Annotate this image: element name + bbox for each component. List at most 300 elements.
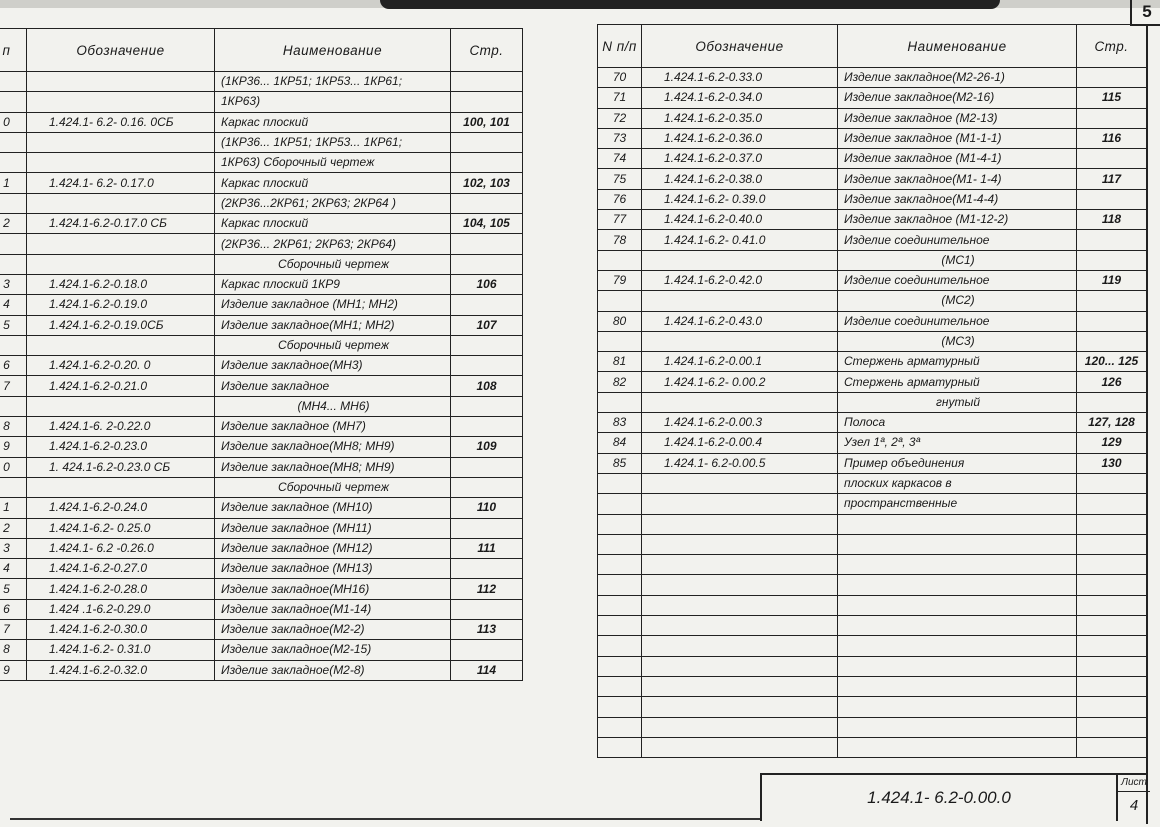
row-designation — [642, 595, 838, 615]
row-number — [598, 514, 642, 534]
row-designation — [642, 697, 838, 717]
row-number: 77 — [598, 210, 642, 230]
table-row — [0, 254, 523, 274]
row-designation: 1.424.1-6.2-0.23.0 — [27, 437, 215, 457]
row-number: 85 — [598, 453, 642, 473]
row-name: (МС3) — [838, 331, 1077, 351]
row-page — [451, 193, 523, 213]
row-designation: 1.424 .1-6.2-0.29.0 — [27, 599, 215, 619]
table-row — [598, 68, 1147, 88]
row-name: Изделие закладное (М2-13) — [838, 108, 1077, 128]
row-page: 112 — [451, 579, 523, 599]
row-page — [1077, 717, 1147, 737]
table-row — [0, 640, 523, 660]
row-page — [451, 417, 523, 437]
row-page: 110 — [451, 498, 523, 518]
row-number — [598, 656, 642, 676]
row-name: Стержень арматурный — [838, 372, 1077, 392]
row-number: 3 — [0, 538, 27, 558]
row-number — [0, 234, 27, 254]
row-designation — [27, 396, 215, 416]
table-row — [598, 149, 1147, 169]
row-number: 78 — [598, 230, 642, 250]
table-row — [0, 396, 523, 416]
row-name: (2КР36...2КР61; 2КР63; 2КР64 ) — [215, 193, 451, 213]
row-name: Изделие закладное (МН13) — [215, 559, 451, 579]
table-row — [0, 234, 523, 254]
row-page — [1077, 494, 1147, 514]
row-name: Сборочный чертеж — [215, 477, 451, 497]
document-code: 1.424.1- 6.2-0.00.0 — [867, 788, 1011, 807]
row-designation — [642, 575, 838, 595]
row-number — [0, 396, 27, 416]
row-name — [838, 717, 1077, 737]
row-designation — [27, 234, 215, 254]
row-designation — [27, 254, 215, 274]
page-number: 5 — [1130, 0, 1160, 26]
table-row — [0, 193, 523, 213]
row-page: 116 — [1077, 128, 1147, 148]
row-designation — [27, 132, 215, 152]
sheet-box — [1116, 775, 1150, 821]
row-name: 1КР63) Сборочный чертеж — [215, 153, 451, 173]
row-page: 113 — [451, 620, 523, 640]
row-name: Каркас плоский — [215, 214, 451, 234]
row-name: Изделие закладное(МН1; МН2) — [215, 315, 451, 335]
row-designation: 1.424.1- 6.2 -0.26.0 — [27, 538, 215, 558]
row-page — [1077, 108, 1147, 128]
row-page — [1077, 250, 1147, 270]
table-row — [598, 291, 1147, 311]
row-designation: 1.424.1-6.2-0.38.0 — [642, 169, 838, 189]
row-designation: 1.424.1-6.2-0.40.0 — [642, 210, 838, 230]
table-row — [598, 514, 1147, 534]
row-page: 120... 125 — [1077, 352, 1147, 372]
row-number: 76 — [598, 189, 642, 209]
row-page — [1077, 331, 1147, 351]
row-designation — [642, 737, 838, 757]
table-row — [0, 457, 523, 477]
row-designation: 1.424.1-6.2- 0.25.0 — [27, 518, 215, 538]
row-designation: 1.424.1-6.2-0.00.3 — [642, 413, 838, 433]
table-row — [0, 153, 523, 173]
table-row — [0, 132, 523, 152]
table-row — [598, 595, 1147, 615]
table-row — [0, 538, 523, 558]
row-name: Изделие закладное(МН8; МН9) — [215, 457, 451, 477]
row-name: Сборочный чертеж — [215, 254, 451, 274]
row-page — [451, 518, 523, 538]
row-designation: 1.424.1-6.2-0.27.0 — [27, 559, 215, 579]
row-name: 1КР63) — [215, 92, 451, 112]
row-number: 7 — [0, 620, 27, 640]
table-header-row — [598, 25, 1147, 68]
table-row — [0, 518, 523, 538]
table-row — [598, 311, 1147, 331]
row-page: 107 — [451, 315, 523, 335]
row-name — [838, 595, 1077, 615]
header-number: N п/п — [598, 25, 642, 68]
row-page — [451, 457, 523, 477]
row-name — [838, 737, 1077, 757]
row-number — [0, 132, 27, 152]
table-row — [0, 477, 523, 497]
table-row — [598, 473, 1147, 493]
row-number: 72 — [598, 108, 642, 128]
row-page — [1077, 575, 1147, 595]
header-designation: Обозначение — [27, 29, 215, 72]
row-name: Изделие закладное (МН7) — [215, 417, 451, 437]
row-name: Изделие закладное (МН12) — [215, 538, 451, 558]
row-designation: 1.424.1-6.2-0.18.0 — [27, 274, 215, 294]
row-number: 81 — [598, 352, 642, 372]
row-name: Изделие закладное(МН8; МН9) — [215, 437, 451, 457]
table-row — [598, 230, 1147, 250]
row-page: 106 — [451, 274, 523, 294]
table-row — [0, 417, 523, 437]
row-page — [451, 335, 523, 355]
row-name: (МС2) — [838, 291, 1077, 311]
row-designation: 1.424.1-6.2- 0.31.0 — [27, 640, 215, 660]
table-row — [598, 534, 1147, 554]
row-name: Узел 1ª, 2ª, 3ª — [838, 433, 1077, 453]
row-number: 83 — [598, 413, 642, 433]
row-name: Изделие закладное(МН3) — [215, 356, 451, 376]
scan-shadow — [380, 0, 1000, 9]
row-number: 9 — [0, 660, 27, 680]
table-row — [0, 559, 523, 579]
row-designation: 1.424.1-6.2-0.34.0 — [642, 88, 838, 108]
table-row — [598, 575, 1147, 595]
row-number — [0, 153, 27, 173]
row-designation: 1.424.1-6.2- 0.39.0 — [642, 189, 838, 209]
table-row — [598, 352, 1147, 372]
row-designation — [642, 616, 838, 636]
row-name — [838, 616, 1077, 636]
row-page — [1077, 230, 1147, 250]
row-designation — [642, 494, 838, 514]
row-name: (1КР36... 1КР51; 1КР53... 1КР61; — [215, 132, 451, 152]
table-row — [0, 173, 523, 193]
row-page — [1077, 311, 1147, 331]
row-number: 82 — [598, 372, 642, 392]
row-number: 2 — [0, 214, 27, 234]
row-page: 109 — [451, 437, 523, 457]
row-name — [838, 656, 1077, 676]
row-designation: 1.424.1-6.2-0.00.1 — [642, 352, 838, 372]
row-page — [451, 132, 523, 152]
row-page — [451, 254, 523, 274]
table-row — [598, 108, 1147, 128]
row-designation — [27, 335, 215, 355]
row-name: Изделие закладное(М2-8) — [215, 660, 451, 680]
row-designation: 1. 424.1-6.2-0.23.0 СБ — [27, 457, 215, 477]
table-row — [598, 392, 1147, 412]
row-designation: 1.424.1-6.2-0.32.0 — [27, 660, 215, 680]
table-row — [0, 620, 523, 640]
row-designation — [27, 92, 215, 112]
row-name — [838, 636, 1077, 656]
row-number — [598, 616, 642, 636]
row-page: 127, 128 — [1077, 413, 1147, 433]
row-designation — [642, 555, 838, 575]
row-number — [0, 72, 27, 92]
row-name: Изделие закладное (МН11) — [215, 518, 451, 538]
row-name: (1КР36... 1КР51; 1КР53... 1КР61; — [215, 72, 451, 92]
row-designation — [27, 193, 215, 213]
row-page — [1077, 68, 1147, 88]
row-number — [598, 575, 642, 595]
row-number: 0 — [0, 457, 27, 477]
row-name: Изделие закладное (М1-12-2) — [838, 210, 1077, 230]
row-designation: 1.424.1-6.2- 0.00.2 — [642, 372, 838, 392]
row-number: 0 — [0, 112, 27, 132]
table-row — [598, 697, 1147, 717]
row-number: 73 — [598, 128, 642, 148]
row-designation: 1.424.1-6.2-0.35.0 — [642, 108, 838, 128]
row-designation — [642, 250, 838, 270]
row-designation — [642, 514, 838, 534]
row-page: 104, 105 — [451, 214, 523, 234]
row-name: Изделие закладное(М2-16) — [838, 88, 1077, 108]
row-name: Изделие закладное(М1- 1-4) — [838, 169, 1077, 189]
row-name: Изделие закладное (М1-4-1) — [838, 149, 1077, 169]
table-row — [0, 92, 523, 112]
row-name: плоских каркасов в — [838, 473, 1077, 493]
row-designation: 1.424.1- 6.2- 0.16. 0СБ — [27, 112, 215, 132]
row-name — [838, 697, 1077, 717]
row-designation — [642, 717, 838, 737]
row-name: Полоса — [838, 413, 1077, 433]
row-designation — [642, 656, 838, 676]
row-page: 100, 101 — [451, 112, 523, 132]
row-designation: 1.424.1-6.2-0.21.0 — [27, 376, 215, 396]
row-page: 129 — [1077, 433, 1147, 453]
row-designation: 1.424.1-6.2-0.28.0 — [27, 579, 215, 599]
row-name: (МН4... МН6) — [215, 396, 451, 416]
table-row — [0, 335, 523, 355]
row-number — [598, 291, 642, 311]
row-number: 3 — [0, 274, 27, 294]
row-name: Стержень арматурный — [838, 352, 1077, 372]
row-designation: 1.424.1- 6.2- 0.17.0 — [27, 173, 215, 193]
row-name: Каркас плоский 1КР9 — [215, 274, 451, 294]
row-name: Изделие закладное (МН1; МН2) — [215, 295, 451, 315]
table-row — [598, 169, 1147, 189]
row-number: 70 — [598, 68, 642, 88]
table-row — [598, 250, 1147, 270]
sheet-number: 4 — [1129, 797, 1139, 814]
left-spec-table — [0, 28, 523, 681]
row-number — [0, 477, 27, 497]
row-page — [1077, 392, 1147, 412]
row-name: Сборочный чертеж — [215, 335, 451, 355]
row-number: 4 — [0, 295, 27, 315]
row-designation: 1.424.1-6.2-0.42.0 — [642, 270, 838, 290]
row-name: Изделие закладное(М2-26-1) — [838, 68, 1077, 88]
row-page — [451, 559, 523, 579]
row-page: 111 — [451, 538, 523, 558]
row-page: 102, 103 — [451, 173, 523, 193]
table-row — [598, 128, 1147, 148]
table-row — [598, 676, 1147, 696]
row-number: 75 — [598, 169, 642, 189]
table-row — [598, 656, 1147, 676]
table-row — [0, 274, 523, 294]
row-page — [1077, 676, 1147, 696]
row-page — [451, 356, 523, 376]
row-number: 8 — [0, 417, 27, 437]
row-designation: 1.424.1-6.2-0.20. 0 — [27, 356, 215, 376]
row-number: 1 — [0, 173, 27, 193]
row-name: Изделие соединительное — [838, 270, 1077, 290]
row-number: 2 — [0, 518, 27, 538]
row-name: Изделие закладное(М2-2) — [215, 620, 451, 640]
row-number: 74 — [598, 149, 642, 169]
row-number: 7 — [0, 376, 27, 396]
row-number: 9 — [0, 437, 27, 457]
header-name: Наименование — [838, 25, 1077, 68]
row-name: гнутый — [838, 392, 1077, 412]
row-number — [598, 697, 642, 717]
row-page — [451, 153, 523, 173]
row-page — [1077, 697, 1147, 717]
row-name — [838, 676, 1077, 696]
row-name — [838, 575, 1077, 595]
row-number — [0, 335, 27, 355]
table-row — [598, 636, 1147, 656]
table-row — [0, 315, 523, 335]
table-row — [598, 210, 1147, 230]
row-page: 108 — [451, 376, 523, 396]
row-number: 6 — [0, 599, 27, 619]
row-page: 115 — [1077, 88, 1147, 108]
row-designation: 1.424.1-6.2-0.43.0 — [642, 311, 838, 331]
table-row — [0, 498, 523, 518]
row-designation: 1.424.1-6.2-0.37.0 — [642, 149, 838, 169]
row-designation: 1.424.1-6.2-0.33.0 — [642, 68, 838, 88]
table-row — [0, 72, 523, 92]
row-page — [1077, 636, 1147, 656]
row-page — [451, 477, 523, 497]
row-page — [451, 396, 523, 416]
table-row — [598, 453, 1147, 473]
row-number — [0, 254, 27, 274]
row-page — [1077, 291, 1147, 311]
row-page: 114 — [451, 660, 523, 680]
row-designation: 1.424.1-6.2-0.17.0 СБ — [27, 214, 215, 234]
header-designation: Обозначение — [642, 25, 838, 68]
row-designation: 1.424.1-6.2-0.19.0СБ — [27, 315, 215, 335]
row-number — [598, 534, 642, 554]
row-number — [598, 636, 642, 656]
row-page — [1077, 616, 1147, 636]
row-page — [1077, 473, 1147, 493]
frame-bottom-line — [10, 818, 760, 820]
row-page — [1077, 656, 1147, 676]
row-number — [0, 92, 27, 112]
row-designation: 1.424.1-6.2-0.19.0 — [27, 295, 215, 315]
row-page — [451, 599, 523, 619]
row-name: Изделие закладное(М2-15) — [215, 640, 451, 660]
row-designation: 1.424.1-6.2-0.36.0 — [642, 128, 838, 148]
row-page — [451, 92, 523, 112]
row-name: (МС1) — [838, 250, 1077, 270]
row-designation: 1.424.1-6.2-0.00.4 — [642, 433, 838, 453]
header-page: Стр. — [1077, 25, 1147, 68]
sheet-label: Лист — [1118, 775, 1150, 792]
row-number — [598, 250, 642, 270]
row-designation — [642, 676, 838, 696]
row-name: Каркас плоский — [215, 112, 451, 132]
row-name: Изделие закладное(МН16) — [215, 579, 451, 599]
row-designation: 1.424.1-6. 2-0.22.0 — [27, 417, 215, 437]
row-name: Изделие соединительное — [838, 311, 1077, 331]
row-designation: 1.424.1-6.2-0.24.0 — [27, 498, 215, 518]
row-number: 1 — [0, 498, 27, 518]
row-name: Пример объединения — [838, 453, 1077, 473]
table-row — [598, 717, 1147, 737]
header-page: Стр. — [451, 29, 523, 72]
row-number — [598, 331, 642, 351]
row-page — [451, 640, 523, 660]
row-number: 84 — [598, 433, 642, 453]
table-row — [598, 433, 1147, 453]
table-row — [0, 356, 523, 376]
table-row — [0, 112, 523, 132]
table-row — [0, 214, 523, 234]
table-row — [598, 737, 1147, 757]
table-row — [0, 579, 523, 599]
row-designation — [642, 392, 838, 412]
row-page: 117 — [1077, 169, 1147, 189]
row-number — [598, 737, 642, 757]
table-row — [598, 88, 1147, 108]
table-row — [598, 555, 1147, 575]
table-header-row — [0, 29, 523, 72]
row-name: (2КР36... 2КР61; 2КР63; 2КР64) — [215, 234, 451, 254]
header-number: п — [0, 29, 27, 72]
row-name: Изделие закладное (МН10) — [215, 498, 451, 518]
row-page: 118 — [1077, 210, 1147, 230]
table-row — [598, 189, 1147, 209]
table-row — [598, 270, 1147, 290]
row-number: 8 — [0, 640, 27, 660]
row-page — [1077, 189, 1147, 209]
row-number: 5 — [0, 315, 27, 335]
row-designation — [642, 534, 838, 554]
row-designation — [27, 72, 215, 92]
row-name: Изделие закладное(М1-14) — [215, 599, 451, 619]
row-designation — [642, 331, 838, 351]
row-designation — [27, 477, 215, 497]
row-page — [1077, 595, 1147, 615]
row-number: 4 — [0, 559, 27, 579]
table-row — [598, 494, 1147, 514]
row-page: 126 — [1077, 372, 1147, 392]
row-designation — [27, 153, 215, 173]
row-page — [451, 234, 523, 254]
table-row — [598, 413, 1147, 433]
row-number: 80 — [598, 311, 642, 331]
row-number — [0, 193, 27, 213]
row-name — [838, 555, 1077, 575]
row-designation: 1.424.1-6.2-0.30.0 — [27, 620, 215, 640]
row-name — [838, 534, 1077, 554]
row-number: 5 — [0, 579, 27, 599]
table-row — [598, 372, 1147, 392]
row-page — [1077, 534, 1147, 554]
